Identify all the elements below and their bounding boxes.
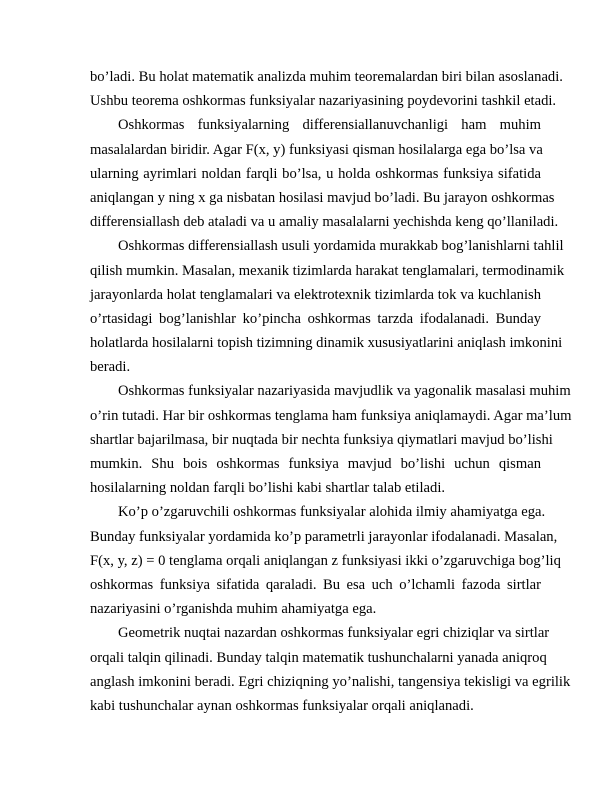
text-line: Ushbu teorema oshkormas funksiyalar nazariyasining poydevorini tashkil etadi. <box>90 93 557 110</box>
text-line: shartlar bajarilmasa, bir nuqtada bir nechta funksiya qiymatlari mavjud bo’lishi <box>90 431 553 448</box>
paragraph <box>90 234 565 379</box>
paragraph <box>90 113 559 234</box>
text-line: bo’ladi. Bu holat matematik analizda muhim teoremalardan biri bilan asoslanadi. <box>90 69 563 85</box>
text-line: mumkin. Shu bois oshkormas funksiya mavjud bo’lishi uchun qisman <box>90 456 541 472</box>
text-line: Geometrik nuqtai nazardan oshkormas funksiyalar egri chiziqlar va sirtlar <box>118 625 550 642</box>
paragraph <box>90 500 561 621</box>
text-line: Oshkormas funksiyalar nazariyasida mavjudlik va yagonalik masalasi muhim <box>118 383 571 400</box>
text-line: qilish mumkin. Masalan, mexanik tizimlarda harakat tenglamalari, termodinamik <box>90 262 565 279</box>
text-line: aniqlangan y ning x ga nisbatan hosilasi mavjud bo’ladi. Bu jarayon oshkormas <box>90 189 555 206</box>
text-line: hosilalarning noldan farqli bo’lishi kabi shartlar talab etiladi. <box>90 480 446 497</box>
text-line: beradi. <box>90 359 131 376</box>
paragraph <box>90 379 572 500</box>
text-line: Ko’p o’zgaruvchili oshkormas funksiyalar alohida ilmiy ahamiyatga ega. <box>118 504 546 521</box>
text-line: Oshkormas funksiyalarning differensiallanuvchanligi ham muhim <box>118 117 541 134</box>
text-line: anglash imkonini beradi. Egri chiziqning yo’nalishi, tangensiya tekisligi va egrilik <box>90 673 571 690</box>
text-line: o’rtasidagi bog’lanishlar ko’pincha oshkormas tarzda ifodalanadi. Bunday <box>90 310 541 327</box>
text-line: masalalardan biridir. Agar F(x, y) funksiyasi qisman hosilalarga ega bo’lsa va <box>90 141 543 158</box>
text-line: holatlarda hosilalarni topish tizimning dinamik xususiyatlarini aniqlash imkonini <box>90 335 563 352</box>
text-line: ularning ayrimlari noldan farqli bo’lsa, u holda oshkormas funksiya sifatida <box>90 165 541 182</box>
text-line: differensiallash deb ataladi va u amaliy masalalarni yechishda keng qo’llaniladi. <box>90 214 559 231</box>
text-line: oshkormas funksiya sifatida qaraladi. Bu esa uch o’lchamli fazoda sirtlar <box>90 576 541 593</box>
paragraph <box>90 65 563 113</box>
paragraph <box>90 621 571 718</box>
text-line: o’rin tutadi. Har bir oshkormas tenglama ham funksiya aniqlamaydi. Agar ma’lum <box>90 407 572 424</box>
text-line: Oshkormas differensiallash usuli yordamida murakkab bog’lanishlarni tahlil <box>118 238 564 255</box>
text-line: jarayonlarda holat tenglamalari va elektrotexnik tizimlarda tok va kuchlanish <box>90 286 541 303</box>
document-body <box>90 65 572 718</box>
text-line: orqali talqin qilinadi. Bunday talqin matematik tushunchalarni yanada aniqroq <box>90 649 547 666</box>
text-line: Bunday funksiyalar yordamida ko’p parametrli jarayonlar ifodalanadi. Masalan, <box>90 528 558 545</box>
text-line: nazariyasini o’rganishda muhim ahamiyatga ega. <box>90 601 377 618</box>
text-line: F(x, y, z) = 0 tenglama orqali aniqlangan z funksiyasi ikki o’zgaruvchiga bog’liq <box>90 552 561 569</box>
text-line: kabi tushunchalar aynan oshkormas funksiyalar orqali aniqlanadi. <box>90 697 474 714</box>
